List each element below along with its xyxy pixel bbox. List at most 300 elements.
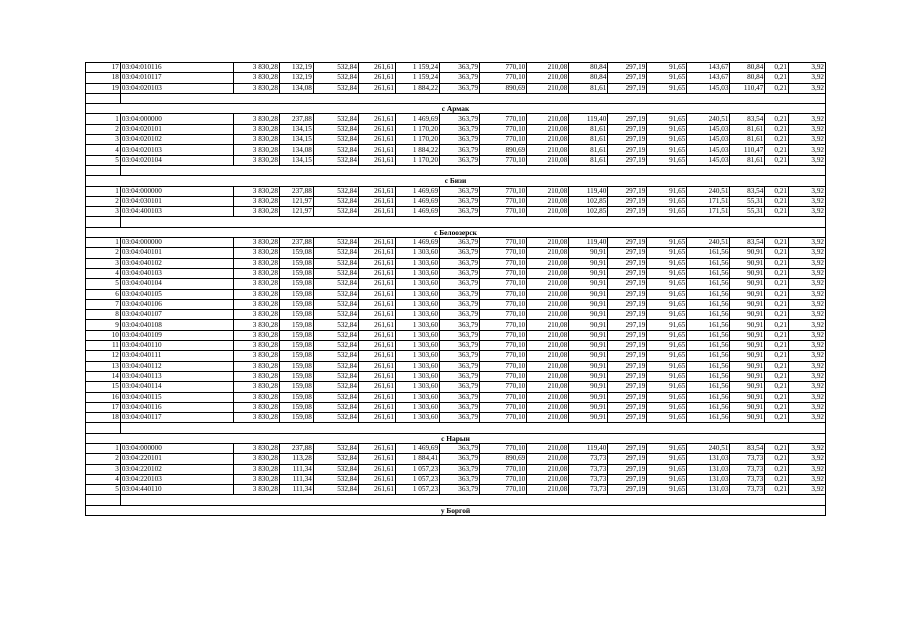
value-cell: 90,91 [730,279,765,289]
row-number: 19 [86,83,121,93]
value-cell: 261,61 [358,248,395,258]
value-cell: 143,67 [687,63,730,73]
value-cell: 3 830,28 [233,135,279,145]
value-cell: 770,10 [480,443,527,453]
cadastral-code: 03:04:000000 [120,114,233,124]
value-cell: 532,84 [313,485,358,495]
value-cell: 237,88 [279,114,313,124]
value-cell: 0,21 [765,155,789,165]
value-cell: 532,84 [313,279,358,289]
table-row [86,207,826,217]
value-cell: 532,84 [313,83,358,93]
section-title: с Нарын [86,433,826,443]
value-cell: 363,79 [440,238,480,248]
value-cell: 532,84 [313,402,358,412]
value-cell: 261,61 [358,155,395,165]
value-cell: 1 057,23 [395,474,439,484]
value-cell: 3,92 [788,351,825,361]
table-row [86,124,826,134]
value-cell: 159,08 [279,299,313,309]
value-cell: 0,21 [765,258,789,268]
value-cell: 363,79 [440,392,480,402]
value-cell: 0,21 [765,320,789,330]
value-cell: 119,40 [569,114,608,124]
value-cell: 113,28 [279,454,313,464]
value-cell: 532,84 [313,371,358,381]
value-cell: 145,03 [687,145,730,155]
value-cell: 3 830,28 [233,413,279,423]
value-cell: 770,10 [480,330,527,340]
value-cell: 261,61 [358,135,395,145]
table-row [86,341,826,351]
value-cell: 131,03 [687,454,730,464]
value-cell: 91,65 [647,454,687,464]
row-number: 1 [86,186,121,196]
value-cell: 532,84 [313,320,358,330]
table-row [86,186,826,196]
cadastral-code: 03:04:040111 [120,351,233,361]
value-cell: 90,91 [569,371,608,381]
value-cell: 3 830,28 [233,73,279,83]
table-row [86,289,826,299]
value-cell: 161,56 [687,413,730,423]
value-cell: 770,10 [480,248,527,258]
table-row [86,114,826,124]
value-cell: 770,10 [480,155,527,165]
value-cell: 159,08 [279,413,313,423]
value-cell: 90,91 [730,258,765,268]
row-number: 1 [86,238,121,248]
value-cell: 1 303,60 [395,361,439,371]
value-cell: 3 830,28 [233,310,279,320]
value-cell: 261,61 [358,207,395,217]
value-cell: 90,91 [569,258,608,268]
value-cell: 161,56 [687,330,730,340]
value-cell: 1 303,60 [395,382,439,392]
value-cell: 532,84 [313,238,358,248]
value-cell: 1 170,20 [395,124,439,134]
value-cell: 161,56 [687,258,730,268]
table-row [86,238,826,248]
value-cell: 161,56 [687,371,730,381]
value-cell: 210,08 [527,382,569,392]
value-cell: 91,65 [647,289,687,299]
value-cell: 210,08 [527,155,569,165]
spacer-cell [120,423,825,433]
value-cell: 770,10 [480,186,527,196]
table-row [86,413,826,423]
value-cell: 3,92 [788,361,825,371]
value-cell: 3,92 [788,114,825,124]
value-cell: 3 830,28 [233,124,279,134]
value-cell: 532,84 [313,145,358,155]
cadastral-code: 03:04:040107 [120,310,233,320]
value-cell: 132,19 [279,73,313,83]
value-cell: 73,73 [730,454,765,464]
value-cell: 3,92 [788,155,825,165]
value-cell: 363,79 [440,310,480,320]
value-cell: 90,91 [569,341,608,351]
row-number: 4 [86,474,121,484]
value-cell: 3,92 [788,268,825,278]
spacer-row [86,165,826,175]
value-cell: 1 469,69 [395,114,439,124]
value-cell: 3,92 [788,474,825,484]
row-number: 1 [86,443,121,453]
cadastral-code: 03:04:010117 [120,73,233,83]
row-number: 2 [86,196,121,206]
value-cell: 73,73 [730,485,765,495]
value-cell: 210,08 [527,454,569,464]
value-cell: 363,79 [440,454,480,464]
value-cell: 363,79 [440,402,480,412]
value-cell: 297,19 [608,413,647,423]
value-cell: 91,65 [647,351,687,361]
cadastral-code: 03:04:040115 [120,392,233,402]
value-cell: 261,61 [358,186,395,196]
value-cell: 90,91 [569,330,608,340]
cadastral-code: 03:04:220103 [120,474,233,484]
value-cell: 3 830,28 [233,485,279,495]
value-cell: 159,08 [279,392,313,402]
value-cell: 297,19 [608,371,647,381]
value-cell: 90,91 [730,268,765,278]
table-row [86,382,826,392]
value-cell: 210,08 [527,289,569,299]
spacer-cell [86,495,121,505]
value-cell: 91,65 [647,485,687,495]
value-cell: 3,92 [788,63,825,73]
value-cell: 0,21 [765,413,789,423]
value-cell: 210,08 [527,320,569,330]
value-cell: 770,10 [480,114,527,124]
value-cell: 770,10 [480,392,527,402]
value-cell: 770,10 [480,289,527,299]
value-cell: 1 159,24 [395,63,439,73]
value-cell: 83,54 [730,186,765,196]
value-cell: 297,19 [608,320,647,330]
value-cell: 237,88 [279,238,313,248]
value-cell: 770,10 [480,299,527,309]
value-cell: 770,10 [480,279,527,289]
value-cell: 890,69 [480,145,527,155]
section-title: с Армак [86,104,826,114]
value-cell: 159,08 [279,279,313,289]
value-cell: 240,51 [687,114,730,124]
value-cell: 210,08 [527,351,569,361]
value-cell: 73,73 [730,474,765,484]
value-cell: 3 830,28 [233,402,279,412]
value-cell: 770,10 [480,124,527,134]
value-cell: 161,56 [687,320,730,330]
value-cell: 161,56 [687,351,730,361]
cadastral-code: 03:04:040101 [120,248,233,258]
value-cell: 297,19 [608,135,647,145]
value-cell: 0,21 [765,145,789,155]
value-cell: 90,91 [569,361,608,371]
value-cell: 3,92 [788,330,825,340]
value-cell: 0,21 [765,73,789,83]
value-cell: 1 303,60 [395,289,439,299]
value-cell: 159,08 [279,382,313,392]
table-row [86,145,826,155]
value-cell: 73,73 [569,464,608,474]
value-cell: 91,65 [647,402,687,412]
value-cell: 91,65 [647,63,687,73]
value-cell: 145,03 [687,135,730,145]
value-cell: 90,91 [730,371,765,381]
value-cell: 532,84 [313,361,358,371]
value-cell: 91,65 [647,464,687,474]
value-cell: 0,21 [765,310,789,320]
value-cell: 297,19 [608,63,647,73]
cadastral-code: 03:04:040112 [120,361,233,371]
value-cell: 532,84 [313,289,358,299]
row-number: 11 [86,341,121,351]
cadastral-code: 03:04:220102 [120,464,233,474]
value-cell: 297,19 [608,485,647,495]
spacer-row [86,423,826,433]
row-number: 2 [86,124,121,134]
value-cell: 90,91 [730,341,765,351]
value-cell: 3 830,28 [233,83,279,93]
value-cell: 161,56 [687,392,730,402]
row-number: 17 [86,402,121,412]
value-cell: 532,84 [313,341,358,351]
value-cell: 3,92 [788,186,825,196]
value-cell: 297,19 [608,73,647,83]
row-number: 4 [86,145,121,155]
value-cell: 3,92 [788,207,825,217]
section-header-row [86,104,826,114]
value-cell: 532,84 [313,63,358,73]
value-cell: 0,21 [765,207,789,217]
value-cell: 90,91 [569,310,608,320]
value-cell: 90,91 [730,299,765,309]
value-cell: 119,40 [569,443,608,453]
value-cell: 1 469,69 [395,186,439,196]
table-row [86,392,826,402]
value-cell: 90,91 [569,413,608,423]
value-cell: 3 830,28 [233,289,279,299]
value-cell: 91,65 [647,299,687,309]
value-cell: 110,47 [730,83,765,93]
row-number: 12 [86,351,121,361]
value-cell: 261,61 [358,454,395,464]
spacer-cell [86,93,121,103]
section-header-row [86,227,826,237]
value-cell: 770,10 [480,351,527,361]
value-cell: 297,19 [608,155,647,165]
value-cell: 210,08 [527,464,569,474]
value-cell: 210,08 [527,196,569,206]
value-cell: 363,79 [440,73,480,83]
value-cell: 770,10 [480,238,527,248]
value-cell: 91,65 [647,310,687,320]
value-cell: 91,65 [647,392,687,402]
table-row [86,196,826,206]
section-title: с Белоозерск [86,227,826,237]
value-cell: 91,65 [647,371,687,381]
value-cell: 210,08 [527,341,569,351]
value-cell: 111,34 [279,474,313,484]
value-cell: 134,15 [279,124,313,134]
value-cell: 73,73 [569,485,608,495]
value-cell: 0,21 [765,83,789,93]
value-cell: 83,54 [730,443,765,453]
value-cell: 261,61 [358,402,395,412]
value-cell: 3 830,28 [233,299,279,309]
value-cell: 297,19 [608,402,647,412]
table-row [86,330,826,340]
value-cell: 91,65 [647,114,687,124]
value-cell: 210,08 [527,392,569,402]
value-cell: 55,31 [730,196,765,206]
value-cell: 363,79 [440,485,480,495]
value-cell: 210,08 [527,310,569,320]
value-cell: 890,69 [480,454,527,464]
value-cell: 770,10 [480,320,527,330]
value-cell: 3,92 [788,83,825,93]
value-cell: 261,61 [358,268,395,278]
value-cell: 81,61 [569,135,608,145]
value-cell: 73,73 [569,454,608,464]
row-number: 10 [86,330,121,340]
value-cell: 363,79 [440,279,480,289]
section-header-row [86,433,826,443]
value-cell: 261,61 [358,73,395,83]
value-cell: 134,15 [279,135,313,145]
value-cell: 770,10 [480,135,527,145]
value-cell: 90,91 [569,392,608,402]
cadastral-code: 03:04:000000 [120,186,233,196]
value-cell: 770,10 [480,464,527,474]
value-cell: 261,61 [358,474,395,484]
value-cell: 363,79 [440,207,480,217]
table-row [86,63,826,73]
row-number: 15 [86,382,121,392]
value-cell: 90,91 [730,320,765,330]
value-cell: 210,08 [527,258,569,268]
row-number: 16 [86,392,121,402]
value-cell: 3 830,28 [233,341,279,351]
value-cell: 770,10 [480,371,527,381]
value-cell: 261,61 [358,196,395,206]
value-cell: 83,54 [730,114,765,124]
value-cell: 3 830,28 [233,258,279,268]
value-cell: 91,65 [647,268,687,278]
value-cell: 80,84 [730,63,765,73]
value-cell: 297,19 [608,186,647,196]
cadastral-code: 03:04:220101 [120,454,233,464]
value-cell: 81,61 [569,83,608,93]
value-cell: 91,65 [647,443,687,453]
value-cell: 80,84 [569,63,608,73]
value-cell: 3,92 [788,402,825,412]
row-number: 3 [86,207,121,217]
value-cell: 91,65 [647,258,687,268]
value-cell: 770,10 [480,382,527,392]
value-cell: 3,92 [788,196,825,206]
value-cell: 91,65 [647,248,687,258]
section-header-row [86,505,826,515]
value-cell: 0,21 [765,382,789,392]
table-row [86,155,826,165]
value-cell: 297,19 [608,341,647,351]
value-cell: 91,65 [647,135,687,145]
value-cell: 770,10 [480,474,527,484]
value-cell: 532,84 [313,186,358,196]
value-cell: 3 830,28 [233,114,279,124]
value-cell: 81,61 [730,155,765,165]
value-cell: 90,91 [569,320,608,330]
value-cell: 261,61 [358,320,395,330]
value-cell: 91,65 [647,83,687,93]
value-cell: 132,19 [279,63,313,73]
value-cell: 81,61 [569,124,608,134]
value-cell: 0,21 [765,279,789,289]
value-cell: 0,21 [765,196,789,206]
cadastral-code: 03:04:040104 [120,279,233,289]
tariff-table-sheet [85,62,826,516]
value-cell: 261,61 [358,279,395,289]
value-cell: 297,19 [608,443,647,453]
tariff-table [85,62,826,516]
value-cell: 81,61 [730,135,765,145]
row-number: 18 [86,413,121,423]
value-cell: 159,08 [279,361,313,371]
row-number: 2 [86,454,121,464]
spacer-cell [86,423,121,433]
table-row [86,464,826,474]
value-cell: 3 830,28 [233,186,279,196]
value-cell: 0,21 [765,268,789,278]
value-cell: 0,21 [765,392,789,402]
value-cell: 297,19 [608,83,647,93]
value-cell: 770,10 [480,73,527,83]
value-cell: 0,21 [765,402,789,412]
value-cell: 1 057,23 [395,464,439,474]
value-cell: 91,65 [647,361,687,371]
value-cell: 3,92 [788,238,825,248]
value-cell: 297,19 [608,454,647,464]
value-cell: 363,79 [440,299,480,309]
value-cell: 297,19 [608,145,647,155]
value-cell: 261,61 [358,258,395,268]
value-cell: 159,08 [279,320,313,330]
value-cell: 261,61 [358,361,395,371]
value-cell: 0,21 [765,135,789,145]
value-cell: 1 884,22 [395,145,439,155]
row-number: 3 [86,135,121,145]
value-cell: 1 303,60 [395,330,439,340]
row-number: 3 [86,258,121,268]
cadastral-code: 03:04:040106 [120,299,233,309]
value-cell: 261,61 [358,124,395,134]
value-cell: 3,92 [788,443,825,453]
value-cell: 532,84 [313,464,358,474]
value-cell: 363,79 [440,371,480,381]
value-cell: 1 303,60 [395,351,439,361]
value-cell: 121,97 [279,207,313,217]
value-cell: 297,19 [608,258,647,268]
value-cell: 91,65 [647,279,687,289]
value-cell: 1 303,60 [395,310,439,320]
value-cell: 261,61 [358,351,395,361]
value-cell: 261,61 [358,310,395,320]
value-cell: 159,08 [279,341,313,351]
value-cell: 131,03 [687,464,730,474]
